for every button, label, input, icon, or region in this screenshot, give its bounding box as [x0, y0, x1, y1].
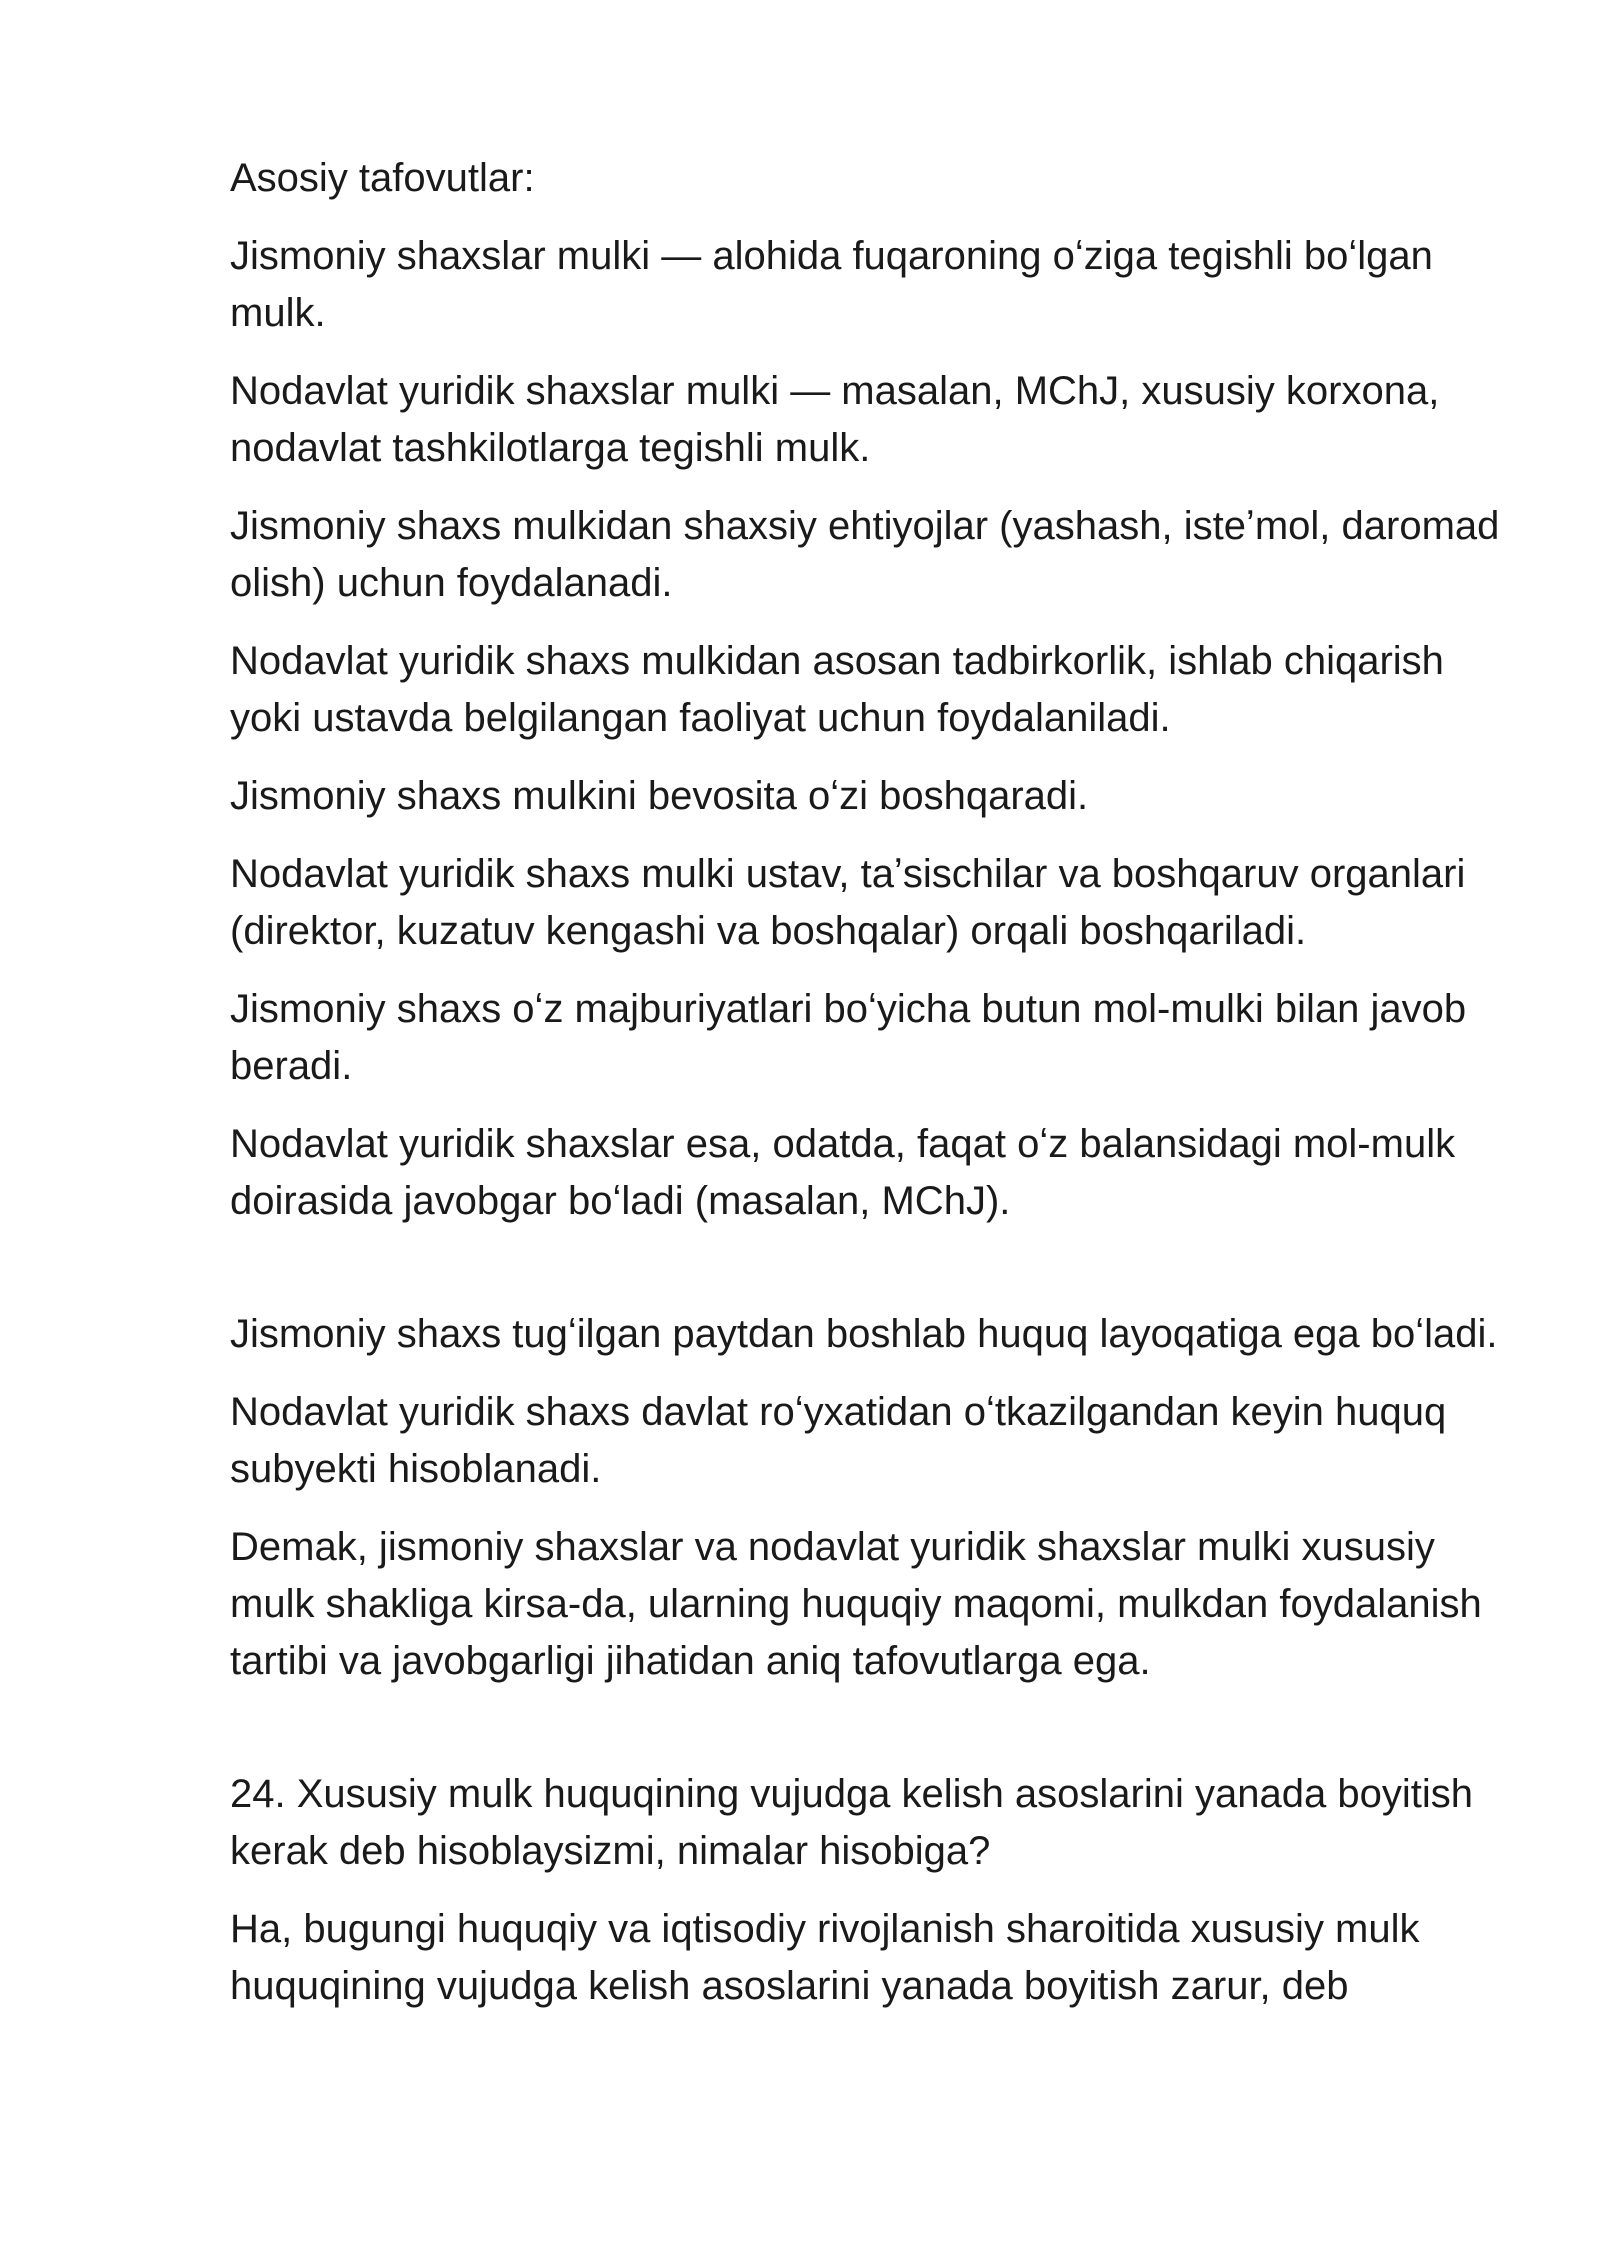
paragraph-heading-asosiy-tafovutlar [230, 150, 1530, 207]
text-line: Ha, bugungi huquqiy va iqtisodiy rivojlanish sharoitida xususiy mulk [230, 1907, 1420, 1951]
paragraph [230, 768, 1530, 825]
text-line: mulk shakliga kirsa-da, ularning huquqiy maqomi, mulkdan foydalanish [230, 1582, 1482, 1626]
text-line: tartibi va javobgarligi jihatidan aniq tafovutlarga ega. [230, 1639, 1151, 1683]
paragraph [230, 1384, 1530, 1498]
text-line: Jismoniy shaxs mulkini bevosita oʻzi boshqaradi. [230, 774, 1089, 818]
text-line: huquqining vujudga kelish asoslarini yanada boyitish zarur, deb [230, 1964, 1349, 2008]
blank-line-spacer [230, 1711, 1530, 1766]
document-body [230, 150, 1530, 2036]
text-line: Nodavlat yuridik shaxslar mulki — masalan, MChJ, xususiy korxona, [230, 369, 1440, 413]
paragraph [230, 1306, 1530, 1363]
text-line: subyekti hisoblanadi. [230, 1447, 602, 1491]
text-line: Nodavlat yuridik shaxs davlat roʻyxatidan oʻtkazilgandan keyin huquq [230, 1390, 1447, 1434]
text-line: Demak, jismoniy shaxslar va nodavlat yuridik shaxslar mulki xususiy [230, 1525, 1435, 1569]
text-line: Nodavlat yuridik shaxslar esa, odatda, faqat oʻz balansidagi mol-mulk [230, 1122, 1456, 1166]
text-line: Jismoniy shaxs mulkidan shaxsiy ehtiyojlar (yashash, isteʼmol, daromad [230, 504, 1500, 548]
text-line: Nodavlat yuridik shaxs mulkidan asosan tadbirkorlik, ishlab chiqarish [230, 639, 1444, 683]
text-line: olish) uchun foydalanadi. [230, 561, 673, 605]
text-line: doirasida javobgar boʻladi (masalan, MChJ). [230, 1179, 1011, 1223]
text-line: (direktor, kuzatuv kengashi va boshqalar) orqali boshqariladi. [230, 909, 1307, 953]
paragraph [230, 981, 1530, 1095]
text-line: Jismoniy shaxs oʻz majburiyatlari boʻyicha butun mol-mulki bilan javob [230, 987, 1467, 1031]
text-line: Jismoniy shaxs tugʻilgan paytdan boshlab huquq layoqatiga ega boʻladi. [230, 1312, 1498, 1356]
text-line: mulk. [230, 291, 326, 335]
paragraph-question-24 [230, 1766, 1530, 1880]
paragraph-answer [230, 1901, 1530, 2015]
paragraph [230, 498, 1530, 612]
text-line: beradi. [230, 1044, 353, 1088]
paragraph [230, 228, 1530, 342]
paragraph [230, 1116, 1530, 1230]
text-line: Asosiy tafovutlar: [230, 156, 535, 200]
text-line: Jismoniy shaxslar mulki — alohida fuqaroning oʻziga tegishli boʻlgan [230, 234, 1433, 278]
text-line: nodavlat tashkilotlarga tegishli mulk. [230, 426, 871, 470]
text-line: Nodavlat yuridik shaxs mulki ustav, taʼsischilar va boshqaruv organlari [230, 852, 1466, 896]
text-line: yoki ustavda belgilangan faoliyat uchun foydalaniladi. [230, 696, 1171, 740]
text-line: kerak deb hisoblaysizmi, nimalar hisobiga? [230, 1829, 991, 1873]
text-line: 24. Xususiy mulk huquqining vujudga kelish asoslarini yanada boyitish [230, 1772, 1473, 1816]
paragraph [230, 363, 1530, 477]
paragraph [230, 633, 1530, 747]
paragraph [230, 846, 1530, 960]
blank-line-spacer [230, 1251, 1530, 1306]
paragraph-conclusion [230, 1519, 1530, 1690]
